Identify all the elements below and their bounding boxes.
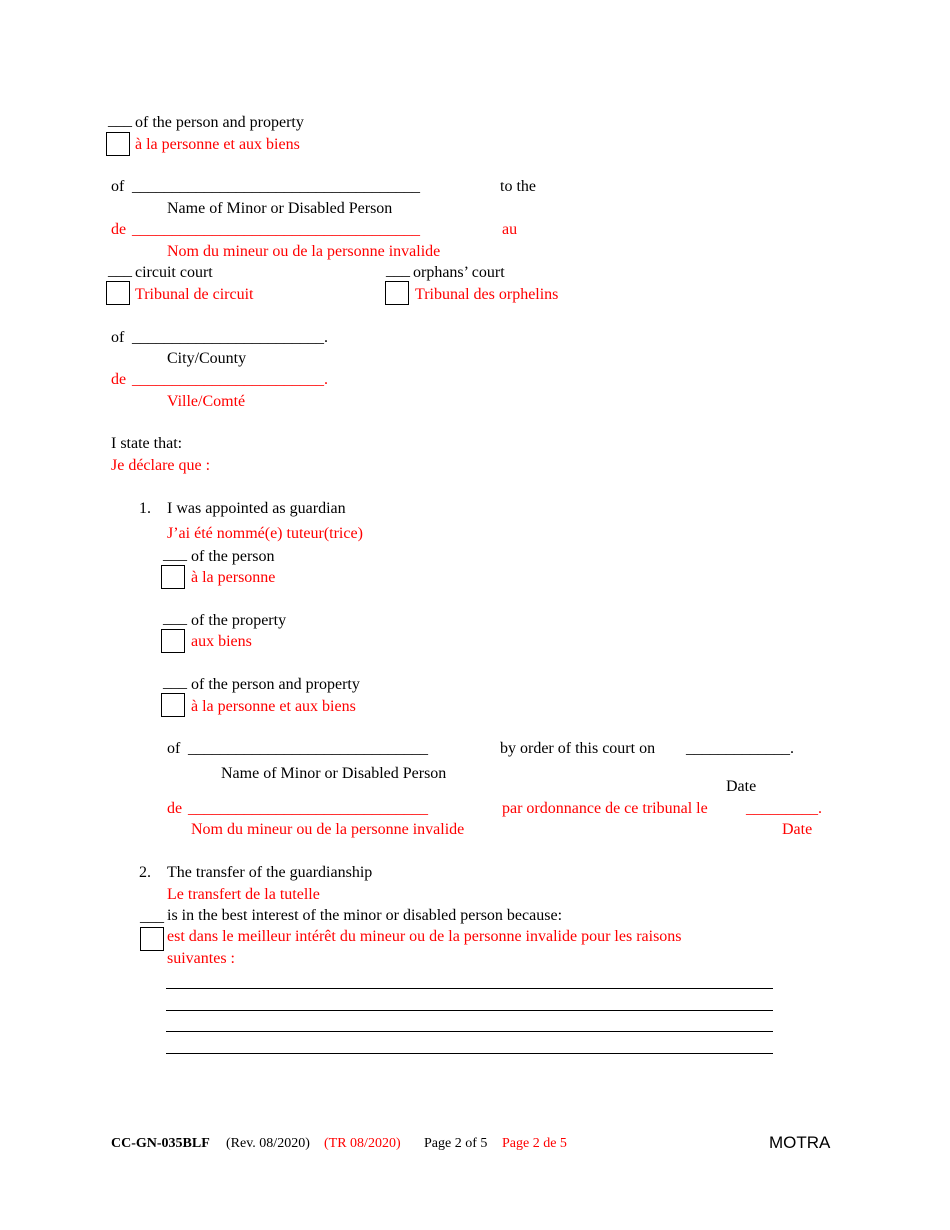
minor-name-label-fr: Nom du mineur ou de la personne invalide: [167, 243, 441, 260]
checkbox-orphans-court[interactable]: [385, 281, 409, 305]
city-county-label-en: City/County: [167, 350, 247, 367]
minor-name-label-en: Name of Minor or Disabled Person: [167, 200, 393, 217]
item-1-number: 1.: [139, 500, 151, 517]
minor-name-field-2-fr[interactable]: ______________________________: [188, 800, 428, 817]
de-label: de: [111, 371, 127, 388]
checkbox-of-person[interactable]: [161, 565, 185, 589]
of-person-label-en: of the person: [191, 548, 275, 565]
of-label: of: [111, 329, 125, 346]
circuit-court-label-en: circuit court: [135, 264, 213, 281]
item-2-text-fr: Le transfert de la tutelle: [167, 886, 320, 903]
order-date-field[interactable]: _____________.: [686, 740, 794, 757]
checkbox-circuit-court[interactable]: [106, 281, 130, 305]
order-text-fr: par ordonnance de ce tribunal le: [502, 800, 708, 817]
to-the-label: to the: [500, 178, 536, 195]
checkbox-person-property[interactable]: [106, 132, 130, 156]
order-text-en: by order of this court on: [500, 740, 656, 757]
item-1-text-en: I was appointed as guardian: [167, 500, 346, 517]
orphans-court-label-fr: Tribunal des orphelins: [415, 286, 559, 303]
label-person-property-fr: à la personne et aux biens: [135, 136, 300, 153]
page-number-fr: Page 2 de 5: [502, 1136, 567, 1151]
checkbox-line: ___: [140, 908, 164, 925]
au-label: au: [502, 221, 518, 238]
de-label: de: [167, 800, 183, 817]
checkbox-line: ___: [163, 674, 187, 691]
reason-line-2[interactable]: [166, 1010, 773, 1011]
minor-name-label-en-2: Name of Minor or Disabled Person: [221, 765, 447, 782]
de-label: de: [111, 221, 127, 238]
item-1-text-fr: J’ai été nommé(e) tuteur(trice): [167, 525, 363, 542]
orphans-court-label-en: orphans’ court: [413, 264, 505, 281]
minor-name-field-fr[interactable]: ____________________________________: [132, 221, 420, 238]
order-date-field-fr[interactable]: _________.: [746, 800, 822, 817]
reason-line-4[interactable]: [166, 1053, 773, 1054]
minor-name-label-fr-2: Nom du mineur ou de la personne invalide: [191, 821, 465, 838]
best-interest-text-fr-2: suivantes :: [167, 950, 235, 967]
checkbox-best-interest[interactable]: [140, 927, 164, 951]
date-label-en: Date: [726, 778, 757, 795]
of-person-property-label-fr: à la personne et aux biens: [191, 698, 356, 715]
of-label: of: [167, 740, 181, 757]
state-that-en: I state that:: [111, 435, 183, 452]
minor-name-field[interactable]: ____________________________________: [132, 178, 420, 195]
of-person-label-fr: à la personne: [191, 569, 276, 586]
of-property-label-en: of the property: [191, 612, 287, 629]
reason-line-3[interactable]: [166, 1031, 773, 1032]
label-person-property-en: of the person and property: [135, 114, 304, 131]
checkbox-line: ___: [386, 262, 410, 279]
form-id: CC-GN-035BLF: [111, 1136, 210, 1151]
motra-code: MOTRA: [769, 1133, 831, 1152]
item-2-number: 2.: [139, 864, 151, 881]
best-interest-text-en: is in the best interest of the minor or disabled person because:: [167, 907, 563, 924]
checkbox-line: ___: [163, 610, 187, 627]
form-translation-rev: (TR 08/2020): [324, 1136, 401, 1151]
page-number-en: Page 2 of 5: [424, 1136, 488, 1151]
of-person-property-label-en: of the person and property: [191, 676, 360, 693]
date-label-fr: Date: [782, 821, 813, 838]
checkbox-line: ___: [163, 546, 187, 563]
of-property-label-fr: aux biens: [191, 633, 252, 650]
checkbox-line: ___: [108, 112, 132, 129]
circuit-court-label-fr: Tribunal de circuit: [135, 286, 254, 303]
form-revision: (Rev. 08/2020): [226, 1136, 310, 1151]
state-that-fr: Je déclare que :: [111, 457, 211, 474]
checkbox-line: ___: [108, 262, 132, 279]
city-county-field[interactable]: ________________________.: [132, 329, 328, 346]
reason-line-1[interactable]: [166, 988, 773, 989]
best-interest-text-fr: est dans le meilleur intérêt du mineur ou de la personne invalide pour les raisons: [167, 928, 682, 945]
city-county-label-fr: Ville/Comté: [167, 393, 246, 410]
of-label: of: [111, 178, 125, 195]
minor-name-field-2[interactable]: ______________________________: [188, 740, 428, 757]
city-county-field-fr[interactable]: ________________________.: [132, 371, 328, 388]
checkbox-of-person-and-property[interactable]: [161, 693, 185, 717]
checkbox-of-property[interactable]: [161, 629, 185, 653]
item-2-text-en: The transfer of the guardianship: [167, 864, 373, 881]
